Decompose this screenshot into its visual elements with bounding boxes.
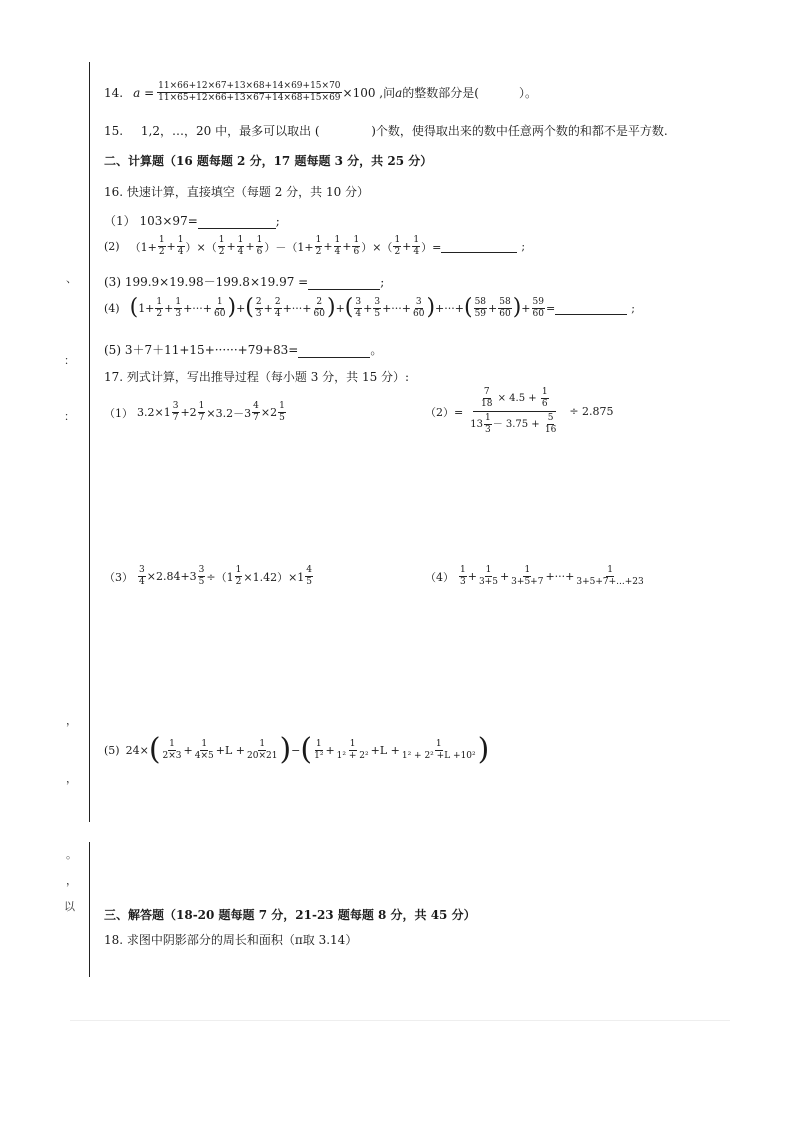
q17-part-2 [425, 388, 614, 435]
punct: ; [275, 214, 280, 228]
fraction: $\frac{7}{18}$ [480, 387, 493, 409]
answer-blank[interactable] [298, 345, 370, 358]
q16-part-1 [104, 212, 280, 229]
fraction: $\frac{1}{4\times 5}$ [194, 738, 214, 761]
margin-mark: ： [64, 354, 75, 367]
q16-part-3 [104, 273, 384, 290]
fraction: $\frac{3}{7}$ [172, 401, 179, 423]
fraction: $\frac{2}{60}$ [313, 296, 325, 319]
margin-mark: 、 [66, 272, 77, 285]
part-label: （4） [425, 570, 454, 584]
q16-part-2: (2) （1+ $\frac{1}{2}$ + $\frac{1}{4}$ ）×（ $\frac{1}{2}$ + $\frac{1}{4}$ + $\frac{1}{6}$ ）－（1+ $\frac{1}{2}$ + $\frac{1}{4}$ + $\frac{1}{6}$ ）×（ $\frac{1}{2}$ + $\frac{1}{4}$ ）= ; [104, 235, 526, 257]
question-14 [104, 82, 537, 103]
q14-var: a [395, 85, 403, 100]
answer-blank[interactable] [441, 240, 517, 253]
fraction: $\frac{1}{2}$ [394, 235, 401, 257]
fraction: $\frac{1}{3+5+7+...+23}$ [576, 565, 644, 587]
margin-mark: 。 [66, 848, 77, 861]
part-label: (3) [104, 275, 121, 289]
fraction: $\frac{1}{5}$ [279, 401, 285, 423]
q17-part-3: （3） $\frac{3}{4}$ ×2.84+3 $\frac{3}{5}$ ÷（1 $\frac{1}{2}$ ×1.42）×1 $\frac{4}{5}$ [104, 565, 313, 587]
fraction: $\frac{3}{5}$ [374, 296, 381, 319]
fraction: $\frac{1}{\text{1²}}$ [314, 738, 324, 761]
q14-tail2: 的整数部分是( [402, 86, 479, 100]
punct: ; [380, 275, 385, 289]
punct: 。 [370, 343, 383, 357]
part-label: (4) [104, 301, 120, 315]
fraction: $\frac{1}{4}$ [237, 235, 244, 257]
expression: 103×97= [139, 214, 198, 228]
punct: ; [521, 240, 526, 253]
part-label: （1） [104, 214, 136, 228]
q14-tail: ×100 ,问 [342, 86, 396, 100]
binding-line-upper [89, 62, 90, 822]
question-15 [104, 122, 668, 139]
q15-text1: 1,2，…，20 中，最多可以取出 ( [140, 124, 320, 138]
q17-part-4: （4） $\frac{1}{3}$ + $\frac{1}{3+5}$ + $\frac{1}{3+5+7}$ +···+ $\frac{1}{3+5+7+...+23}$ [425, 565, 644, 587]
section-heading: 三、解答题（18-20 题每题 7 分，21-23 题每题 8 分，共 45 分） [104, 908, 476, 922]
q15-text2: )个数，使得取出来的数中任意两个数的和都不是平方数. [371, 124, 668, 138]
fraction-denominator: 11×65+12×66+13×67+14×68+15×69 [158, 93, 341, 103]
fraction: $\frac{1}{3}$ [460, 565, 466, 587]
page-footer-rule [70, 1020, 730, 1021]
q14-close: ）。 [518, 86, 537, 100]
fraction: $\frac{1}{\text{1² + 2²}}$ [336, 738, 369, 761]
fraction: $\frac{4}{7}$ [253, 401, 259, 423]
answer-blank[interactable] [198, 216, 276, 229]
question-16-title: 16. 快速计算，直接填空（每题 2 分，共 10 分） [104, 185, 370, 199]
part-label: （2）= [425, 405, 464, 419]
fraction: $\frac{1}{4}$ [334, 235, 341, 257]
fraction: $\frac{58}{60}$ [499, 296, 511, 319]
q17-part-5: (5) 24× ( $\frac{1}{2\times 3}$ + $\frac{1}{4\times 5}$ +L + $\frac{1}{20\times 21}$ ) − ( $\frac{1}{\text{1²}}$ + $\frac{1}{\text{1² + 2²}}$ +L + $\frac{1}{\text{1² + 2² +L +10²}}$ ) [104, 732, 490, 767]
question-18: 18. 求图中阴影部分的周长和面积（π取 3.14） [104, 933, 358, 947]
fraction: $\frac{59}{60}$ [532, 296, 544, 319]
fraction-ratio [157, 82, 341, 103]
fraction: $\frac{2}{3}$ [255, 296, 262, 319]
part-label: （3） [104, 570, 133, 584]
fraction: $\frac{1}{\text{1² + 2² +L +10²}}$ [401, 738, 476, 761]
margin-mark: ： [64, 410, 75, 423]
binding-line-lower [89, 842, 90, 977]
part-label: (5) [104, 343, 121, 357]
complex-fraction: $\frac{7}{18}$ × 4.5 + $\frac{1}{6}$ 13 $\frac{1}{3}$ － 3.75 + $\frac{5}{16}$ [470, 387, 557, 435]
fraction-numerator: 11×66+12×67+13×68+14×69+15×70 [158, 81, 341, 91]
question-number: 15. [104, 124, 124, 138]
fraction: $\frac{1}{6}$ [256, 235, 263, 257]
answer-blank[interactable] [479, 87, 519, 99]
fraction: $\frac{4}{5}$ [306, 565, 313, 587]
fraction: $\frac{3}{4}$ [139, 565, 145, 587]
fraction: $\frac{1}{3+5}$ [478, 565, 498, 587]
part-label: （1） [104, 406, 133, 420]
fraction: $\frac{3}{5}$ [198, 565, 205, 587]
q16-part-4: (4) ( 1+ $\frac{1}{2}$ + $\frac{1}{3}$ +···+ $\frac{1}{60}$ ) + ( $\frac{2}{3}$ + $\frac{2}{4}$ +···+ $\frac{2}{60}$ ) + ( $\frac{3}{4}$ + $\frac{3}{5}$ +···+ $\frac{3}{60}$ ) +···+ ( $\frac{58}{59}$ + $\frac{58}{60}$ ) + $\frac{59}{60}$ = ; [104, 295, 635, 320]
fraction: $\frac{58}{59}$ [474, 296, 487, 319]
q16-part-5 [104, 341, 382, 358]
margin-mark: 以 [64, 900, 75, 913]
question-number: 14. [104, 85, 124, 100]
punct: ; [631, 301, 635, 315]
part-label: (5) [104, 743, 120, 757]
fraction: $\frac{1}{60}$ [214, 296, 226, 319]
section-heading: 二、计算题（16 题每题 2 分，17 题每题 3 分，共 25 分） [104, 154, 433, 168]
fraction: $\frac{1}{7}$ [198, 401, 205, 423]
expression: 3＋7＋11+15+······+79+83= [124, 343, 299, 357]
answer-blank[interactable] [555, 302, 627, 315]
q17-p2-tail: ÷ 2.875 [569, 405, 614, 418]
fraction: $\frac{2}{4}$ [274, 296, 281, 319]
fraction: $\frac{1}{3+5+7}$ [511, 565, 544, 587]
fraction: $\frac{1}{2}$ [235, 565, 242, 587]
fraction: $\frac{1}{2}$ [158, 235, 165, 257]
variable-a: a = [133, 85, 155, 100]
fraction: $\frac{1}{2}$ [315, 235, 322, 257]
margin-mark: ， [66, 714, 77, 727]
fraction: $\frac{1}{2}$ [218, 235, 225, 257]
fraction: $\frac{1}{20\times 21}$ [247, 738, 278, 761]
fraction: $\frac{1}{2\times 3}$ [162, 738, 182, 761]
fraction: $\frac{1}{4}$ [413, 235, 420, 257]
fraction: $\frac{5}{16}$ [544, 413, 557, 435]
fraction: $\frac{1}{4}$ [177, 235, 184, 257]
fraction: $\frac{1}{6}$ [541, 387, 548, 409]
fraction: $\frac{3}{4}$ [355, 296, 362, 319]
fraction: $\frac{3}{60}$ [413, 296, 425, 319]
margin-mark: ， [66, 772, 77, 785]
fraction: $\frac{1}{3}$ [175, 296, 182, 319]
fraction: $\frac{1}{2}$ [156, 296, 163, 319]
expression: 199.9×19.98－199.8×19.97 = [124, 275, 309, 289]
answer-blank[interactable] [323, 127, 367, 139]
fraction: $\frac{1}{6}$ [353, 235, 360, 257]
answer-blank[interactable] [308, 277, 380, 290]
q17-part-1: （1） 3.2×1 $\frac{3}{7}$ +2 $\frac{1}{7}$ ×3.2－3 $\frac{4}{7}$ ×2 $\frac{1}{5}$ [104, 401, 285, 423]
question-17-title: 17. 列式计算，写出推导过程（每小题 3 分，共 15 分）: [104, 370, 410, 384]
fraction: $\frac{1}{3}$ [484, 413, 491, 435]
margin-mark: ， [66, 874, 77, 887]
part-label: (2) [104, 240, 120, 253]
